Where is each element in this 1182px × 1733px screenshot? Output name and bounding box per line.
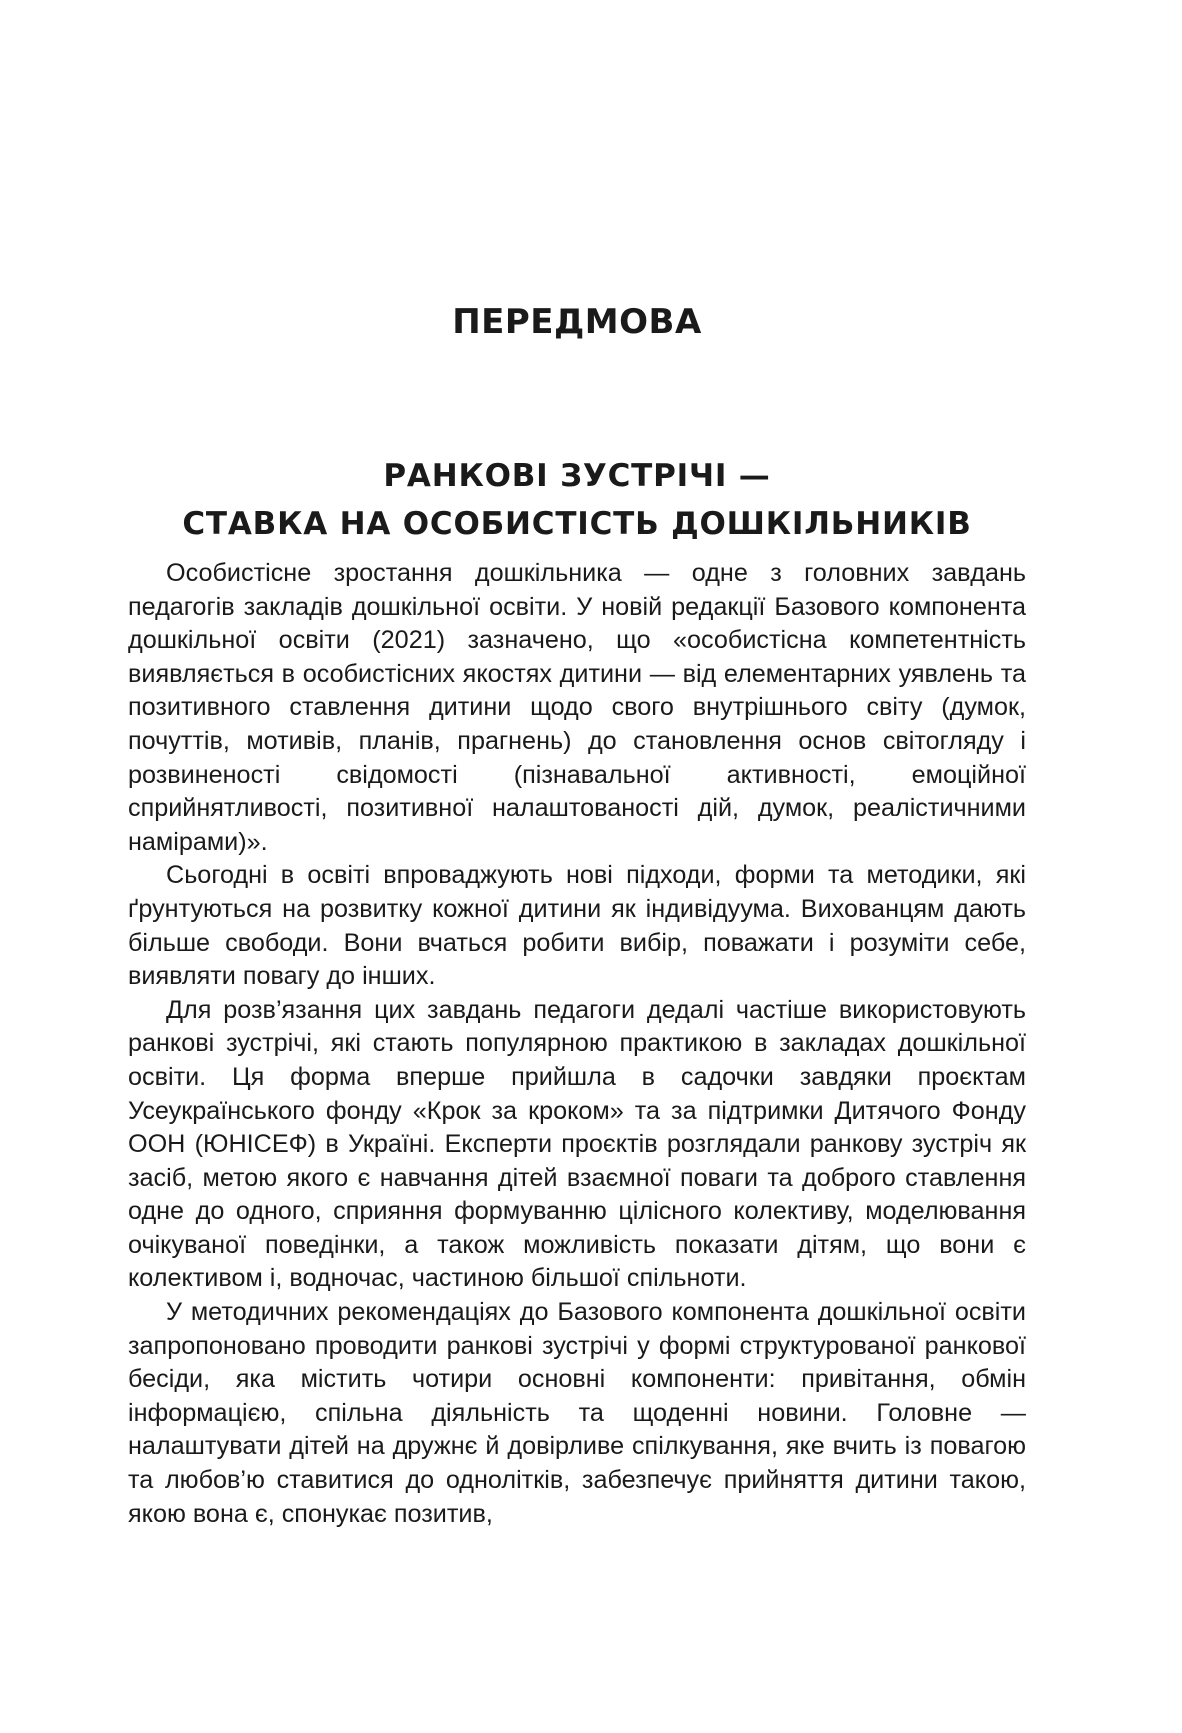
paragraph-3: Для розв’язання цих завдань педагоги дедалі частіше використовують ранкові зустрічі, які стають популярною практикою в закладах дошкільної освіти. Ця форма вперше прийшла в садочки завдяки проєктам Усеукраїнського фонду «Крок за кроком» та за підтримки Дитячого Фонду ООН (ЮНІСЕФ) в Україні. Експерти проєктів розглядали ранкову зустріч як засіб, метою якого є навчання дітей взаємної поваги та доброго ставлення одне до одного, сприяння формуванню цілісного колективу, моделювання очікуваної поведінки, а також можливість показати дітям, що вони є колективом і, водночас, частиною більшої спільноти.	[128, 995, 1026, 1293]
paragraph-4: У методичних рекомендаціях до Базового компонента дошкільної освіти запропоновано проводити ранкові зустрічі у формі структурованої ранкової бесіди, яка містить чотири основні компоненти: привітання, обмін інформацією, спільна діяльність та щоденні новини. Головне — налаштувати дітей на дружнє й довірливе спілкування, яке вчить із повагою та любов’ю ставитися до однолітків, забезпечує прийняття дитини такою, якою вона є, спонукає позитив,	[128, 1298, 1026, 1528]
body-text	[128, 557, 1026, 1531]
section-title	[128, 452, 1026, 548]
book-page	[128, 0, 1026, 1733]
chapter-title: ПЕРЕДМОВА	[452, 302, 702, 342]
paragraph-1: Особистісне зростання дошкільника — одне з головних завдань педагогів закладів дошкільної освіти. У новій редакції Базового компонента дошкільної освіти (2021) зазначено, що «особистісна компетентність виявляється в особистісних якостях дитини — від елементарних уявлень та позитивного ставлення дитини щодо свого внутрішнього світу (думок, почуттів, мотивів, планів, прагнень) до становлення основ світогляду і розвиненості свідомості (пізнавальної активності, емоційної сприйнятливості, позитивної налаштованості дій, думок, реалістичними намірами)».	[128, 559, 1026, 856]
paragraph-2: Сьогодні в освіті впроваджують нові підходи, форми та методики, які ґрунтуються на розвитку кожної дитини як індивідуума. Вихованцям дають більше свободи. Вони вчаться робити вибір, поважати і розуміти себе, виявляти повагу до інших.	[128, 861, 1026, 991]
section-title-line-2: СТАВКА НА ОСОБИСТІСТЬ ДОШКІЛЬНИКІВ	[182, 506, 972, 542]
section-title-line-1: РАНКОВІ ЗУСТРІЧІ —	[383, 458, 771, 494]
